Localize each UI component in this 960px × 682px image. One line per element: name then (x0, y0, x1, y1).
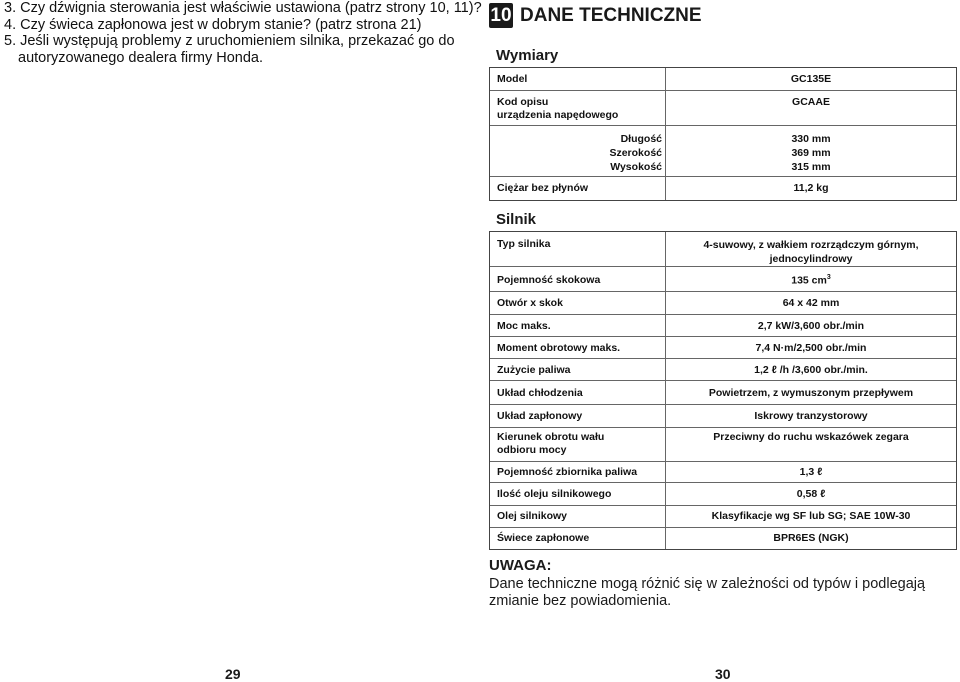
fuel-tank-value: 1,3 ℓ (799, 466, 823, 478)
pto-rotation-value: Przeciwny do ruchu wskazówek zegara (713, 431, 909, 443)
displacement-label: Pojemność skokowa (497, 274, 601, 286)
fuel-tank-label: Pojemność zbiornika paliwa (497, 466, 638, 478)
list-item: 5. Jeśli występują problemy z uruchomieniem silnika, przekazać go do (4, 33, 455, 49)
instruction-list (4, 0, 482, 66)
cooling-value: Powietrzem, z wymuszonym przepływem (708, 387, 914, 399)
section-title: DANE TECHNICZNE (520, 5, 702, 26)
page-number-right: 30 (715, 666, 731, 682)
cooling-label: Układ chłodzenia (497, 387, 583, 399)
note-text: Dane techniczne mogą różnić się w zależności od typów i podlegają zmianie bez powiadomienia. (489, 576, 926, 609)
ignition-label: Układ zapłonowy (497, 410, 583, 422)
dimensions-heading: Wymiary (496, 47, 559, 64)
dimensions-table (489, 67, 957, 201)
size-labels: Długość Szerokość Wysokość (609, 133, 662, 173)
fuel-consumption-value: 1,2 ℓ /h /3,600 obr./min. (754, 364, 868, 376)
note-title: UWAGA: (489, 557, 552, 574)
model-label: Model (497, 73, 528, 85)
engine-oil-label: Olej silnikowy (497, 510, 568, 522)
list-item: 4. Czy świeca zapłonowa jest w dobrym stanie? (patrz strona 21) (4, 16, 422, 33)
list-item: autoryzowanego dealera firmy Honda. (18, 49, 264, 66)
engine-type-label: Typ silnika (497, 238, 551, 250)
weight-label: Ciężar bez płynów (497, 182, 589, 194)
spark-plugs-label: Świece zapłonowe (497, 532, 590, 544)
engine-heading: Silnik (496, 211, 537, 228)
engine-oil-value: Klasyfikacje wg SF lub SG; SAE 10W-30 (711, 510, 911, 522)
ignition-value: Iskrowy tranzystorowy (754, 410, 868, 422)
spark-plugs-value: BPR6ES (NGK) (773, 532, 849, 544)
weight-value: 11,2 kg (793, 182, 829, 194)
model-value: GC135E (790, 73, 832, 85)
max-torque-value: 7,4 N·m/2,500 obr./min (755, 342, 867, 354)
fuel-consumption-label: Zużycie paliwa (497, 364, 571, 376)
oil-capacity-label: Ilość oleju silnikowego (497, 488, 612, 500)
pto-rotation-label: Kierunek obrotu wału odbioru mocy (497, 431, 605, 456)
displacement-value: 135 $cm^3$ (791, 274, 831, 287)
bore-stroke-label: Otwór x skok (497, 297, 563, 309)
bore-stroke-value: 64 x 42 mm (782, 297, 840, 309)
code-value: GCAAE (792, 96, 830, 108)
oil-capacity-value: 0,58 ℓ (796, 488, 826, 500)
size-values: 330 mm 369 mm 315 mm (791, 133, 831, 173)
code-label: Kod opisu urządzenia napędowego (497, 96, 619, 121)
engine-table (489, 231, 957, 550)
section-number: 10 (490, 5, 512, 26)
engine-type-value: 4-suwowy, z wałkiem rozrządczym górnym, jednocylindrowy (703, 239, 919, 265)
max-torque-label: Moment obrotowy maks. (497, 342, 621, 354)
list-item: 3. Czy dźwignia sterowania jest właściwie ustawiona (patrz strony 10, 11)? (4, 0, 482, 16)
max-power-value: 2,7 kW/3,600 obr./min (757, 320, 865, 332)
max-power-label: Moc maks. (497, 320, 551, 332)
page-number-left: 29 (225, 666, 241, 682)
